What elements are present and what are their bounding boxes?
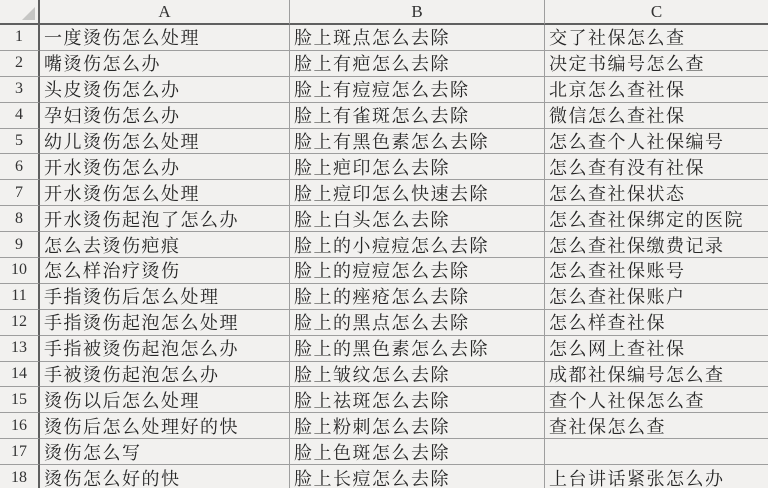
cell-C17[interactable] <box>545 439 768 465</box>
cell-B5[interactable]: 脸上有黑色素怎么去除 <box>290 129 545 155</box>
cell-C9[interactable]: 怎么查社保缴费记录 <box>545 232 768 258</box>
column-header-a[interactable]: A <box>40 0 290 25</box>
cell-A13[interactable]: 手指被烫伤起泡怎么办 <box>40 336 290 362</box>
row-header-8[interactable]: 8 <box>0 206 40 232</box>
cell-B8[interactable]: 脸上白头怎么去除 <box>290 206 545 232</box>
cell-A3[interactable]: 头皮烫伤怎么办 <box>40 77 290 103</box>
cell-B1[interactable]: 脸上斑点怎么去除 <box>290 25 545 51</box>
row-header-3[interactable]: 3 <box>0 77 40 103</box>
cell-B10[interactable]: 脸上的痘痘怎么去除 <box>290 258 545 284</box>
cell-B4[interactable]: 脸上有雀斑怎么去除 <box>290 103 545 129</box>
row-header-11[interactable]: 11 <box>0 284 40 310</box>
cell-A4[interactable]: 孕妇烫伤怎么办 <box>40 103 290 129</box>
cell-C8[interactable]: 怎么查社保绑定的医院 <box>545 206 768 232</box>
row-header-2[interactable]: 2 <box>0 51 40 77</box>
row-header-17[interactable]: 17 <box>0 439 40 465</box>
row-header-1[interactable]: 1 <box>0 25 40 51</box>
cell-B11[interactable]: 脸上的痤疮怎么去除 <box>290 284 545 310</box>
cell-A8[interactable]: 开水烫伤起泡了怎么办 <box>40 206 290 232</box>
cell-A6[interactable]: 开水烫伤怎么办 <box>40 154 290 180</box>
cell-A17[interactable]: 烫伤怎么写 <box>40 439 290 465</box>
cell-A18[interactable]: 烫伤怎么好的快 <box>40 465 290 488</box>
cell-C11[interactable]: 怎么查社保账户 <box>545 284 768 310</box>
cell-A12[interactable]: 手指烫伤起泡怎么处理 <box>40 310 290 336</box>
row-header-9[interactable]: 9 <box>0 232 40 258</box>
cell-C16[interactable]: 查社保怎么查 <box>545 413 768 439</box>
cell-C14[interactable]: 成都社保编号怎么查 <box>545 362 768 388</box>
row-header-5[interactable]: 5 <box>0 129 40 155</box>
cell-B15[interactable]: 脸上祛斑怎么去除 <box>290 387 545 413</box>
cell-C7[interactable]: 怎么查社保状态 <box>545 180 768 206</box>
cell-B7[interactable]: 脸上痘印怎么快速去除 <box>290 180 545 206</box>
row-header-12[interactable]: 12 <box>0 310 40 336</box>
cell-B6[interactable]: 脸上疤印怎么去除 <box>290 154 545 180</box>
row-header-6[interactable]: 6 <box>0 154 40 180</box>
cell-C3[interactable]: 北京怎么查社保 <box>545 77 768 103</box>
cell-C13[interactable]: 怎么网上查社保 <box>545 336 768 362</box>
cell-A15[interactable]: 烫伤以后怎么处理 <box>40 387 290 413</box>
cell-C1[interactable]: 交了社保怎么查 <box>545 25 768 51</box>
cell-A2[interactable]: 嘴烫伤怎么办 <box>40 51 290 77</box>
cell-B3[interactable]: 脸上有痘痘怎么去除 <box>290 77 545 103</box>
row-header-10[interactable]: 10 <box>0 258 40 284</box>
row-header-16[interactable]: 16 <box>0 413 40 439</box>
cell-B2[interactable]: 脸上有疤怎么去除 <box>290 51 545 77</box>
row-header-13[interactable]: 13 <box>0 336 40 362</box>
column-header-c[interactable]: C <box>545 0 768 25</box>
cell-A1[interactable]: 一度烫伤怎么处理 <box>40 25 290 51</box>
cell-C2[interactable]: 决定书编号怎么查 <box>545 51 768 77</box>
cell-A7[interactable]: 开水烫伤怎么处理 <box>40 180 290 206</box>
row-header-4[interactable]: 4 <box>0 103 40 129</box>
cell-C5[interactable]: 怎么查个人社保编号 <box>545 129 768 155</box>
cell-A5[interactable]: 幼儿烫伤怎么处理 <box>40 129 290 155</box>
cell-B12[interactable]: 脸上的黑点怎么去除 <box>290 310 545 336</box>
select-all-corner[interactable] <box>0 0 40 25</box>
cell-B17[interactable]: 脸上色斑怎么去除 <box>290 439 545 465</box>
cell-A11[interactable]: 手指烫伤后怎么处理 <box>40 284 290 310</box>
row-header-14[interactable]: 14 <box>0 362 40 388</box>
cell-C10[interactable]: 怎么查社保账号 <box>545 258 768 284</box>
cell-B9[interactable]: 脸上的小痘痘怎么去除 <box>290 232 545 258</box>
row-header-15[interactable]: 15 <box>0 387 40 413</box>
row-header-18[interactable]: 18 <box>0 465 40 488</box>
cell-C4[interactable]: 微信怎么查社保 <box>545 103 768 129</box>
cell-C15[interactable]: 查个人社保怎么查 <box>545 387 768 413</box>
row-header-7[interactable]: 7 <box>0 180 40 206</box>
cell-A10[interactable]: 怎么样治疗烫伤 <box>40 258 290 284</box>
cell-B18[interactable]: 脸上长痘怎么去除 <box>290 465 545 488</box>
select-all-triangle-icon <box>22 7 35 20</box>
cell-B13[interactable]: 脸上的黑色素怎么去除 <box>290 336 545 362</box>
cell-B14[interactable]: 脸上皱纹怎么去除 <box>290 362 545 388</box>
cell-A14[interactable]: 手被烫伤起泡怎么办 <box>40 362 290 388</box>
cell-C12[interactable]: 怎么样查社保 <box>545 310 768 336</box>
cell-B16[interactable]: 脸上粉刺怎么去除 <box>290 413 545 439</box>
cell-A16[interactable]: 烫伤后怎么处理好的快 <box>40 413 290 439</box>
cell-A9[interactable]: 怎么去烫伤疤痕 <box>40 232 290 258</box>
cell-C6[interactable]: 怎么查有没有社保 <box>545 154 768 180</box>
column-header-b[interactable]: B <box>290 0 545 25</box>
cell-C18[interactable]: 上台讲话紧张怎么办 <box>545 465 768 488</box>
